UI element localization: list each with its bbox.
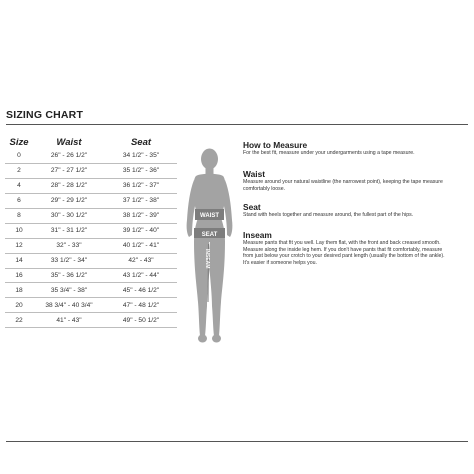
table-row: [5, 268, 177, 283]
waist-section: [243, 169, 471, 192]
size-cell: 12: [5, 238, 33, 253]
size-cell: 10: [5, 223, 33, 238]
how-to-measure-text: For the best fit, measure under your undergarments using a tape measure.: [243, 150, 415, 156]
waist-cell: 28" - 28 1/2": [33, 178, 105, 193]
waist-column-header: Waist: [56, 136, 82, 148]
table-row: [5, 163, 177, 178]
seat-cell: 34 1/2" - 35": [105, 149, 177, 163]
seat-cell: 40 1/2" - 41": [105, 238, 177, 253]
waist-cell: 30" - 30 1/2": [33, 208, 105, 223]
table-row: [5, 283, 177, 298]
seat-cell: 49" - 50 1/2": [105, 313, 177, 328]
seat-label: SEAT: [201, 232, 218, 238]
seat-heading: Seat: [243, 202, 261, 212]
seat-cell: 43 1/2" - 44": [105, 268, 177, 283]
size-cell: 22: [5, 313, 33, 328]
size-cell: 6: [5, 193, 33, 208]
top-divider: [6, 124, 468, 125]
table-row: [5, 178, 177, 193]
seat-column-header: Seat: [130, 136, 152, 148]
seat-text: Stand with heels together and measure around, the fullest part of the hips.: [243, 212, 414, 218]
waist-cell: 33 1/2" - 34": [33, 253, 105, 268]
seat-cell: 37 1/2" - 38": [105, 193, 177, 208]
seat-cell: 42" - 43": [105, 253, 177, 268]
size-column-header: Size: [9, 136, 29, 148]
size-cell: 20: [5, 298, 33, 313]
how-to-measure-section: [243, 140, 471, 157]
size-cell: 4: [5, 178, 33, 193]
waist-cell: 41" - 43": [33, 313, 105, 328]
table-row: [5, 313, 177, 328]
table-row: [5, 238, 177, 253]
size-table-header: [5, 135, 177, 149]
table-row: [5, 208, 177, 223]
how-to-measure-heading: How to Measure: [243, 140, 308, 150]
body-silhouette: [187, 149, 233, 343]
size-cell: 0: [5, 149, 33, 163]
waist-cell: 38 3/4" - 40 3/4": [33, 298, 105, 313]
waist-cell: 35" - 36 1/2": [33, 268, 105, 283]
inseam-label: INSEAM: [204, 249, 210, 269]
waist-cell: 29" - 29 1/2": [33, 193, 105, 208]
waist-cell: 27" - 27 1/2": [33, 163, 105, 178]
table-row: [5, 223, 177, 238]
waist-cell: 31" - 31 1/2": [33, 223, 105, 238]
body-figure-illustration: [182, 146, 237, 344]
inseam-text: Measure pants that fit you well. Lay them flat, with the front and back creased smooth. Measure along the inside leg hem. If you don't have pants that fit comfortably, measure from just below your crotch to your desired pant length (usually the bottom of the ankle). It's easier if someone helps you.: [243, 240, 445, 266]
seat-cell: 36 1/2" - 37": [105, 178, 177, 193]
table-row: [5, 149, 177, 163]
size-table: [5, 135, 177, 328]
inseam-section: [243, 230, 471, 266]
seat-cell: 39 1/2" - 40": [105, 223, 177, 238]
table-row: [5, 193, 177, 208]
seat-section: [243, 202, 471, 219]
seat-cell: 35 1/2" - 36": [105, 163, 177, 178]
seat-cell: 38 1/2" - 39": [105, 208, 177, 223]
seat-cell: 45" - 46 1/2": [105, 283, 177, 298]
size-cell: 2: [5, 163, 33, 178]
inseam-heading: Inseam: [243, 230, 272, 240]
table-row: [5, 253, 177, 268]
seat-cell: 47" - 48 1/2": [105, 298, 177, 313]
chart-title: SIZING CHART: [6, 109, 84, 121]
waist-cell: 26" - 26 1/2": [33, 149, 105, 163]
waist-cell: 32" - 33": [33, 238, 105, 253]
size-cell: 8: [5, 208, 33, 223]
waist-label: WAIST: [200, 213, 219, 219]
size-cell: 14: [5, 253, 33, 268]
size-cell: 16: [5, 268, 33, 283]
waist-cell: 35 3/4" - 38": [33, 283, 105, 298]
table-row: [5, 298, 177, 313]
waist-heading: Waist: [243, 169, 266, 179]
bottom-divider: [6, 441, 468, 442]
size-cell: 18: [5, 283, 33, 298]
waist-text: Measure around your natural waistline (the narrowest point), keeping the tape measure comfortably loose.: [243, 179, 443, 192]
